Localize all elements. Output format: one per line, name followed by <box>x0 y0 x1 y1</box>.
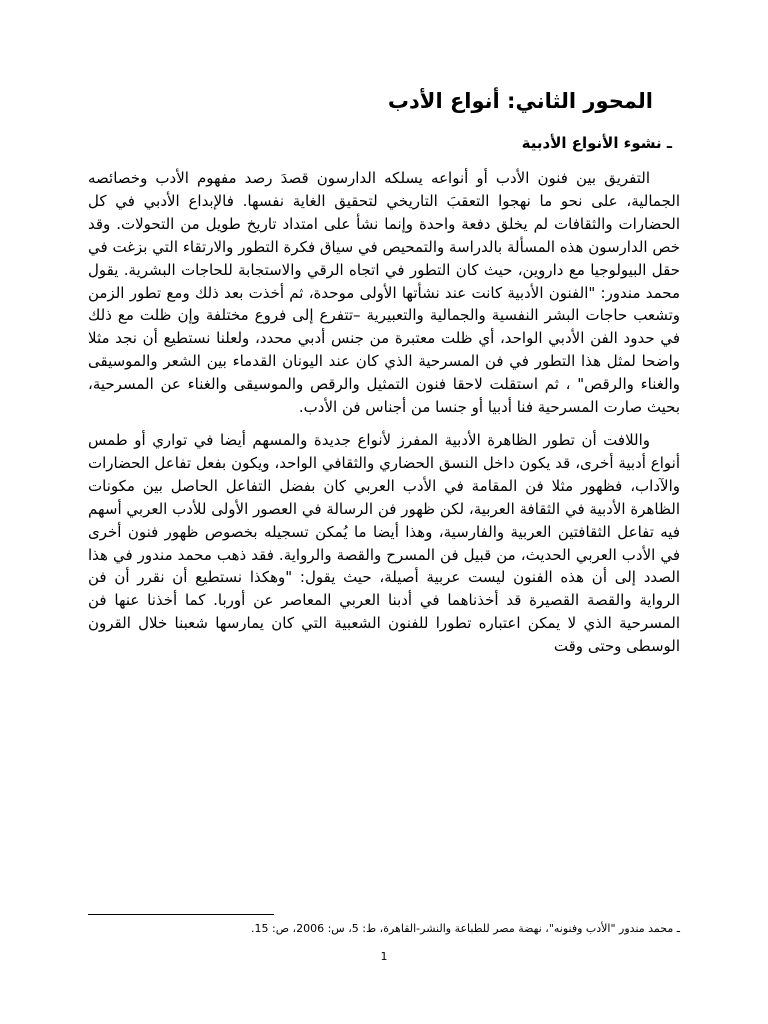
section-heading: ـ نشوء الأنواع الأدبية <box>521 134 672 152</box>
page-number: 1 <box>380 950 388 963</box>
footnote-separator <box>88 914 274 915</box>
paragraph-1: التفريق بين فنون الأدب أو أنواعه يسلكه الدارسون قصدَ رصد مفهوم الأدب وخصائصه الجمالية، على نحو ما نهجوا التعقبَ التاريخي لتحقيق الغاية نفسها. فالإبداع الأدبي في كل الحضارات والثقافات لم يخلق دفعة واحدة وإنما نشأ على امتداد تاريخ طويل من التحولات. وقد خص الدارسون هذه المسألة بالدراسة والتمحيص في سياق فكرة التطور والارتقاء التي بزغت في حقل البيولوجيا مع داروين، حيث كان التطور في اتجاه الرقي والاستجابة للحاجات البشرية. يقول محمد مندور: "الفنون الأدبية كانت عند نشأتها الأولى موحدة، ثم أخذت بعد ذلك ومع تطور الزمن وتشعب حاجات البشر النفسية والجمالية والتعبيرية –تتفرع إلى فروع مختلفة وإن ظلت مع ذلك في حدود الفن الأدبي الواحد، أي ظلت معتبرة من جنس أدبي محدد، ولعلنا نستطيع أن نجد مثلا واضحا لمثل هذا التطور في فن المسرحية الذي كان عند اليونان القدماء بين الشعر والموسيقى والغناء والرقص" ، ثم استقلت لاحقا فنون التمثيل والرقص والموسيقى والغناء عن المسرحية، بحيث صارت المسرحية فنا أدبيا أو جنسا من أجناس فن الأدب. <box>88 169 680 417</box>
footnote: ـ محمد مندور "الأدب وفنونه"، نهضة مصر للطباعة والنشر-القاهرة، ط: 5، س: 2006، ص: 15. <box>251 922 680 935</box>
document-page <box>88 0 680 1024</box>
paragraph-2: واللافت أن تطور الظاهرة الأدبية المفرز لأنواع جديدة والمسهم أيضا في تواري أو طمس أنواع أدبية أخرى، قد يكون داخل النسق الحضاري والثقافي الواحد، ويكون بفعل تفاعل الحضارات والآداب، فظهور مثلا فن المقامة في الأدب العربي كان بفضل التفاعل الحاصل بين مكونات الظاهرة الأدبية في الثقافة العربية، لكن ظهور فن الرسالة في العصور الأولى للأدب العربي أسهم فيه تفاعل الثقافتين العربية والفارسية، وهذا أيضا ما يُمكن تسجيله بخصوص ظهور فنون أخرى في الأدب العربي الحديث، من قبيل فن المسرح والقصة والرواية. فقد ذهب محمد مندور في هذا الصدد إلى أن هذه الفنون ليست عربية أصيلة، حيث يقول: "وهكذا نستطيع أن نقرر أن فن الرواية والقصة القصيرة قد أخذناهما في أدبنا العربي المعاصر عن أوربا. كما أخذنا عنها فن المسرحية الذي لا يمكن اعتباره تطورا للفنون الشعبية التي كان يمارسها شعبنا خلال القرون الوسطى وحتى وقت <box>88 430 680 656</box>
body-text <box>88 167 680 658</box>
page-title: المحور الثاني: أنواع الأدب <box>387 89 653 113</box>
